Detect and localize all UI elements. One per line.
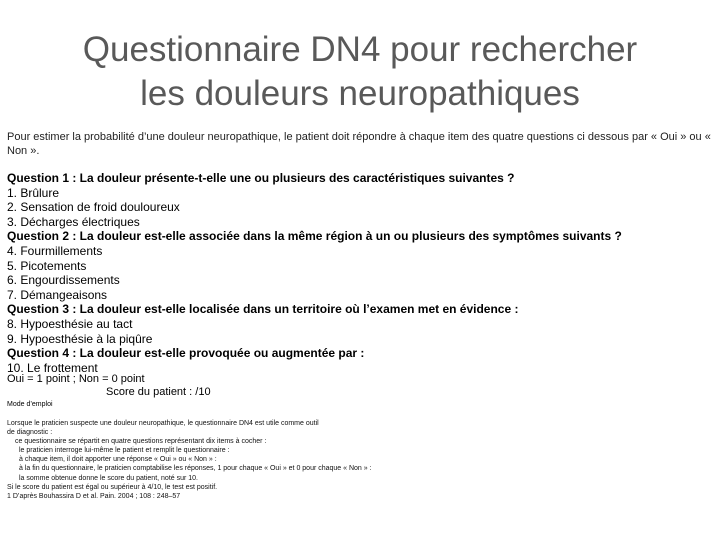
title-line-2: les douleurs neuropathiques (140, 74, 580, 113)
patient-score: Score du patient : /10 (106, 386, 211, 398)
question-item: 2. Sensation de froid douloureux (7, 200, 180, 215)
question-item: 6. Engourdissements (7, 273, 120, 288)
question-3 (7, 302, 715, 346)
page-title (0, 28, 720, 116)
note-line: Lorsque le praticien suspecte une douleur neuropathique, le questionnaire DN4 est utile comme outil (7, 420, 319, 427)
note-line: ce questionnaire se répartit en quatre questions représentant dix items à cocher : (15, 438, 267, 446)
question-item: 3. Décharges électriques (7, 214, 140, 229)
points-rule: Oui = 1 point ; Non = 0 point (7, 373, 145, 385)
question-2 (7, 229, 715, 302)
scoring-block (7, 373, 715, 399)
question-item: 1. Brûlure (7, 185, 60, 200)
questions-list (7, 171, 715, 375)
note-line: de diagnostic : (7, 429, 53, 437)
note-line: le praticien interroge lui-même le patient et remplit le questionnaire : (19, 447, 230, 455)
question-item: 9. Hypoesthésie à la piqûre (7, 331, 153, 346)
title-line-1: Questionnaire DN4 pour rechercher (82, 30, 638, 69)
question-item: 4. Fourmillements (7, 243, 103, 258)
note-line: Si le score du patient est égal ou supérieur à 4/10, le test est positif. (7, 483, 218, 491)
note-line: à la fin du questionnaire, le praticien comptabilise les réponses, 1 pour chaque « Oui » et 0 pour chaque « Non » : (19, 465, 372, 473)
footnote-reference: 1 D’après Bouhassira D et al. Pain. 2004 ; 108 : 248–57 (7, 492, 181, 500)
question-4 (7, 346, 715, 375)
question-heading: Question 2 : La douleur est-elle associée dans la même région à un ou plusieurs des symptômes suivants ? (7, 229, 622, 244)
question-item: 5. Picotements (7, 258, 87, 273)
mode-label: Mode d’emploi (7, 401, 53, 408)
note-line: à chaque item, il doit apporter une réponse « Oui » ou « Non » : (19, 456, 217, 464)
question-heading: Question 3 : La douleur est-elle localisée dans un territoire où l’examen met en évidence : (7, 302, 519, 317)
usage-notes (7, 419, 715, 501)
question-heading: Question 4 : La douleur est-elle provoquée ou augmentée par : (7, 346, 365, 361)
question-item: 10. Le frottement (7, 360, 98, 375)
question-heading: Question 1 : La douleur présente-t-elle une ou plusieurs des caractéristiques suivantes ? (7, 171, 515, 185)
question-item: 8. Hypoesthésie au tact (7, 316, 133, 331)
note-line: la somme obtenue donne le score du patient, noté sur 10. (19, 474, 199, 482)
intro-paragraph: Pour estimer la probabilité d’une douleur neuropathique, le patient doit répondre à chaque item des quatre questions ci dessous par « Oui » ou « Non ». (7, 131, 711, 157)
question-item: 7. Démangeaisons (7, 287, 108, 302)
question-1 (7, 171, 715, 229)
